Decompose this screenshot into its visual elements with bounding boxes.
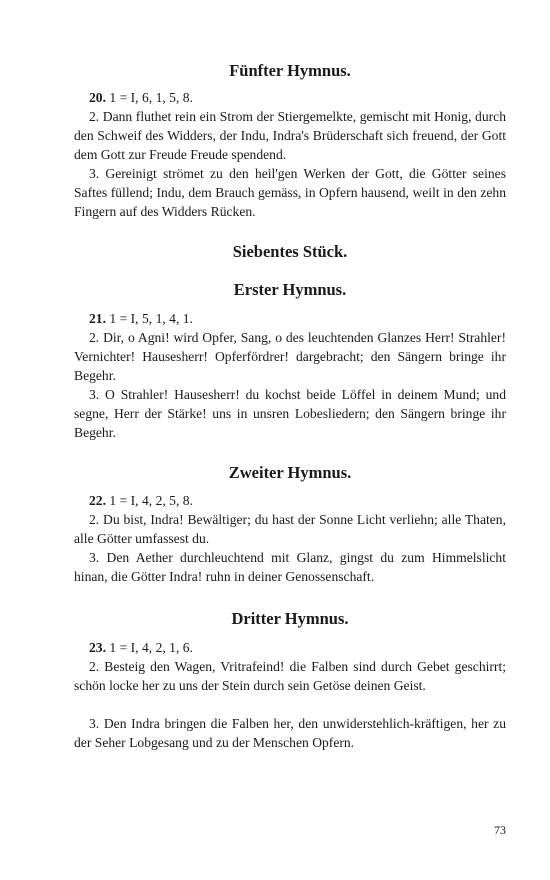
hymn-23-verse-3: 3. Den Indra bringen die Falben her, den unwiderstehlich-kräftigen, her zu der Seher Lobgesang und zu der Menschen Opfern. — [74, 716, 506, 750]
hymn-22-meter — [74, 491, 506, 510]
hymn-22-verse-3: 3. Den Aether durchleuchtend mit Glanz, gingst du zum Himmelslicht hinan, die Götter Indra! ruhn in deiner Genossenschaft. — [74, 550, 506, 584]
hymn-23-verse-2: 2. Besteig den Wagen, Vritrafeind! die Falben sind durch Gebet geschirrt; schön locke her zu uns der Stein durch sein Getöse deinen Geist. — [74, 659, 506, 693]
hymn-22-verse-2: 2. Du bist, Indra! Bewältiger; du hast der Sonne Licht verliehn; alle Thaten, alle Götter umfassest du. — [74, 512, 506, 546]
section-heading-erster-hymnus: Erster Hymnus. — [233, 280, 347, 299]
meter-text: 1 = I, 6, 1, 5, 8. — [106, 90, 193, 105]
hymn-20-verse-2: 2. Dann fluthet rein ein Strom der Stiergemelkte, gemischt mit Honig, durch den Schweif des Widders, der Indu, Indra's Brüderschaft sich freuend, der Gott dem Gott zur Freude Freude spendend. — [74, 109, 506, 162]
hymn-number: 23. — [89, 640, 106, 655]
hymn-21-verse-3: 3. O Strahler! Hausesherr! du kochst beide Löffel in deinem Mund; und segne, Herr der Stärke! uns in unsren Lobesliedern; den Sängern bringe ihr Begehr. — [74, 387, 506, 440]
page-number: 73 — [494, 823, 506, 837]
section-heading-fuenfter-hymnus: Fünfter Hymnus. — [229, 61, 351, 80]
hymn-number: 20. — [89, 90, 106, 105]
section-heading-zweiter-hymnus: Zweiter Hymnus. — [228, 463, 352, 482]
hymn-23-meter — [74, 638, 506, 657]
hymn-number: 21. — [89, 311, 106, 326]
hymn-20-meter — [74, 88, 506, 107]
meter-text: 1 = I, 5, 1, 4, 1. — [106, 311, 193, 326]
hymn-number: 22. — [89, 493, 106, 508]
part-heading-siebentes-stueck: Siebentes Stück. — [232, 242, 348, 261]
meter-text: 1 = I, 4, 2, 5, 8. — [106, 493, 193, 508]
meter-text: 1 = I, 4, 2, 1, 6. — [106, 640, 193, 655]
hymn-21-verse-2: 2. Dir, o Agni! wird Opfer, Sang, o des leuchtenden Glanzes Herr! Strahler! Vernichter! Hausesherr! Opferfördrer! dargebracht; den Sängern bringe ihr Begehr. — [74, 330, 506, 383]
hymn-20-verse-3: 3. Gereinigt strömet zu den heil'gen Werken der Gott, die Götter seines Saftes füllend; Indu, dem Brauch gemäss, in Opfern hausend, weilt in den zehn Fingern auf des Widders Rücken. — [74, 166, 506, 219]
section-heading-dritter-hymnus: Dritter Hymnus. — [231, 609, 349, 628]
hymn-21-meter — [74, 309, 506, 328]
